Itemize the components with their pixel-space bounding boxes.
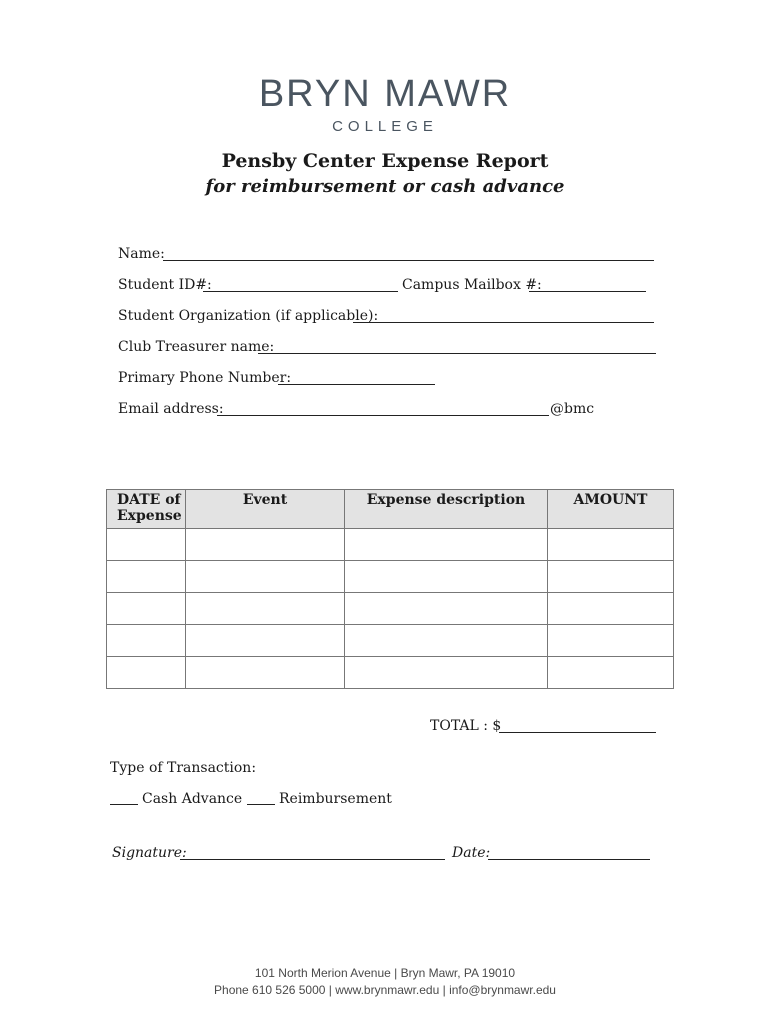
event-cell[interactable]: [186, 561, 345, 593]
total-field[interactable]: [499, 732, 656, 733]
table-row: [107, 561, 674, 593]
header-date: DATE of Expense: [107, 490, 186, 529]
description-cell[interactable]: [345, 593, 548, 625]
email-label: Email address:: [118, 401, 224, 417]
club-treasurer-label: Club Treasurer name:: [118, 339, 275, 355]
phone-field[interactable]: [278, 384, 435, 385]
date-cell[interactable]: [107, 625, 186, 657]
description-cell[interactable]: [345, 561, 548, 593]
table-row: [107, 593, 674, 625]
header-amount: AMOUNT: [548, 490, 674, 529]
email-field[interactable]: [217, 415, 549, 416]
description-cell[interactable]: [345, 625, 548, 657]
email-suffix: @bmc: [550, 401, 595, 417]
amount-cell[interactable]: [548, 657, 674, 689]
table-row: [107, 625, 674, 657]
logo-subtitle: COLLEGE: [332, 118, 438, 135]
date-field[interactable]: [488, 859, 650, 860]
cash-advance-label: Cash Advance: [142, 791, 243, 807]
student-id-field[interactable]: [203, 291, 398, 292]
description-cell[interactable]: [345, 657, 548, 689]
transaction-type-label: Type of Transaction:: [110, 760, 257, 776]
student-org-label: Student Organization (if applicable):: [118, 308, 379, 324]
amount-cell[interactable]: [548, 593, 674, 625]
table-row: [107, 529, 674, 561]
campus-mailbox-label: Campus Mailbox #:: [402, 277, 542, 293]
event-cell[interactable]: [186, 657, 345, 689]
name-field[interactable]: [163, 260, 654, 261]
expense-table: [106, 489, 674, 689]
club-treasurer-field[interactable]: [258, 353, 656, 354]
amount-cell[interactable]: [548, 529, 674, 561]
table-header-row: [107, 490, 674, 529]
cash-advance-checkbox[interactable]: [110, 804, 138, 805]
header-description: Expense description: [345, 490, 548, 529]
header-event: Event: [186, 490, 345, 529]
event-cell[interactable]: [186, 625, 345, 657]
reimbursement-checkbox[interactable]: [247, 804, 275, 805]
table-row: [107, 657, 674, 689]
campus-mailbox-field[interactable]: [529, 291, 646, 292]
reimbursement-label: Reimbursement: [279, 791, 392, 807]
name-label: Name:: [118, 246, 165, 262]
event-cell[interactable]: [186, 593, 345, 625]
footer-address: 101 North Merion Avenue | Bryn Mawr, PA 19010: [254, 966, 516, 980]
college-logo: [0, 72, 770, 135]
signature-field[interactable]: [180, 859, 445, 860]
signature-label: Signature:: [112, 845, 187, 861]
document-title: Pensby Center Expense Report: [221, 150, 549, 172]
date-cell[interactable]: [107, 561, 186, 593]
total-label: TOTAL : $: [430, 718, 502, 734]
student-org-field[interactable]: [353, 322, 654, 323]
student-id-label: Student ID#:: [118, 277, 212, 293]
date-cell[interactable]: [107, 657, 186, 689]
date-cell[interactable]: [107, 593, 186, 625]
footer-contact: Phone 610 526 5000 | www.brynmawr.edu | info@brynmawr.edu: [214, 983, 556, 997]
amount-cell[interactable]: [548, 561, 674, 593]
date-cell[interactable]: [107, 529, 186, 561]
date-label: Date:: [452, 845, 491, 861]
amount-cell[interactable]: [548, 625, 674, 657]
document-subtitle: for reimbursement or cash advance: [205, 176, 565, 197]
description-cell[interactable]: [345, 529, 548, 561]
phone-label: Primary Phone Number:: [118, 370, 292, 386]
logo-name: BRYN MAWR: [258, 73, 512, 115]
event-cell[interactable]: [186, 529, 345, 561]
